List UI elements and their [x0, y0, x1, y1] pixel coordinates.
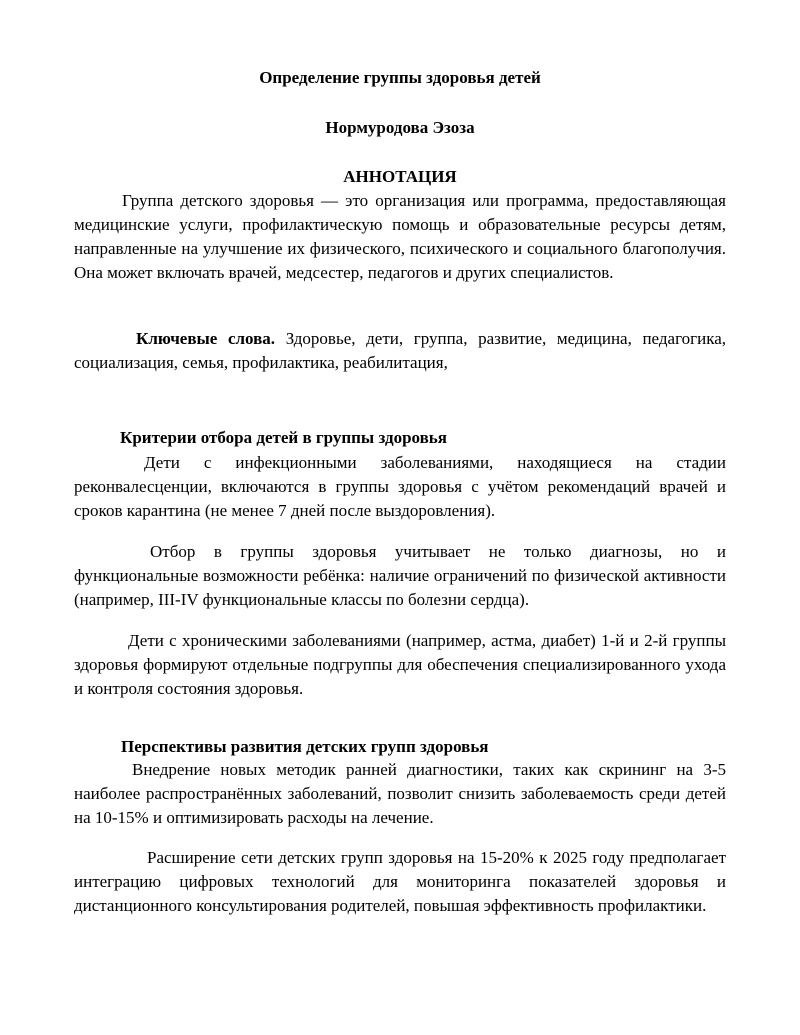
- annotation-paragraph: Группа детского здоровья — это организация или программа, предоставляющая медицинские услуги, профилактическую помощь и образовательные ресурсы детям, направленные на улучшение их физического, психического и социального благополучия. Она может включать врачей, медсестер, педагогов и других специалистов.: [74, 191, 726, 282]
- criteria-paragraph-2: Отбор в группы здоровья учитывает не только диагнозы, но и функциональные возможности ребёнка: наличие ограничений по физической активности (например, III-IV функциональные классы по болезни сердца).: [74, 542, 726, 609]
- section-heading-perspectives: Перспективы развития детских групп здоровья: [121, 737, 489, 756]
- criteria-paragraph-1: Дети с инфекционными заболеваниями, находящиеся на стадии реконвалесценции, включаются в группы здоровья с учётом рекомендаций врачей и сроков карантина (не менее 7 дней после выздоровления).: [74, 453, 726, 520]
- author-name: Нормуродова Эзоза: [325, 118, 475, 137]
- keywords-paragraph: [74, 327, 726, 375]
- document-title: Определение группы здоровья детей: [259, 68, 541, 87]
- keywords-list: Здоровье, дети, группа, развитие, медицина, педагогика, социализация, семья, профилактика, реабилитация,: [74, 329, 726, 372]
- keywords-label: Ключевые слова.: [136, 329, 276, 348]
- section-heading-criteria: Критерии отбора детей в группы здоровья: [120, 428, 447, 447]
- annotation-heading: АННОТАЦИЯ: [343, 167, 457, 186]
- perspectives-paragraph-2: Расширение сети детских групп здоровья на 15-20% к 2025 году предполагает интеграцию цифровых технологий для мониторинга показателей здоровья и дистанционного консультирования родителей, повышая эффективность профилактики.: [74, 848, 726, 915]
- perspectives-paragraph-1: Внедрение новых методик ранней диагностики, таких как скрининг на 3-5 наиболее распространённых заболеваний, позволит снизить заболеваемость среди детей на 10-15% и оптимизировать расходы на лечение.: [74, 760, 726, 827]
- criteria-paragraph-3: Дети с хроническими заболеваниями (например, астма, диабет) 1-й и 2-й группы здоровья формируют отдельные подгруппы для обеспечения специализированного ухода и контроля состояния здоровья.: [74, 631, 726, 698]
